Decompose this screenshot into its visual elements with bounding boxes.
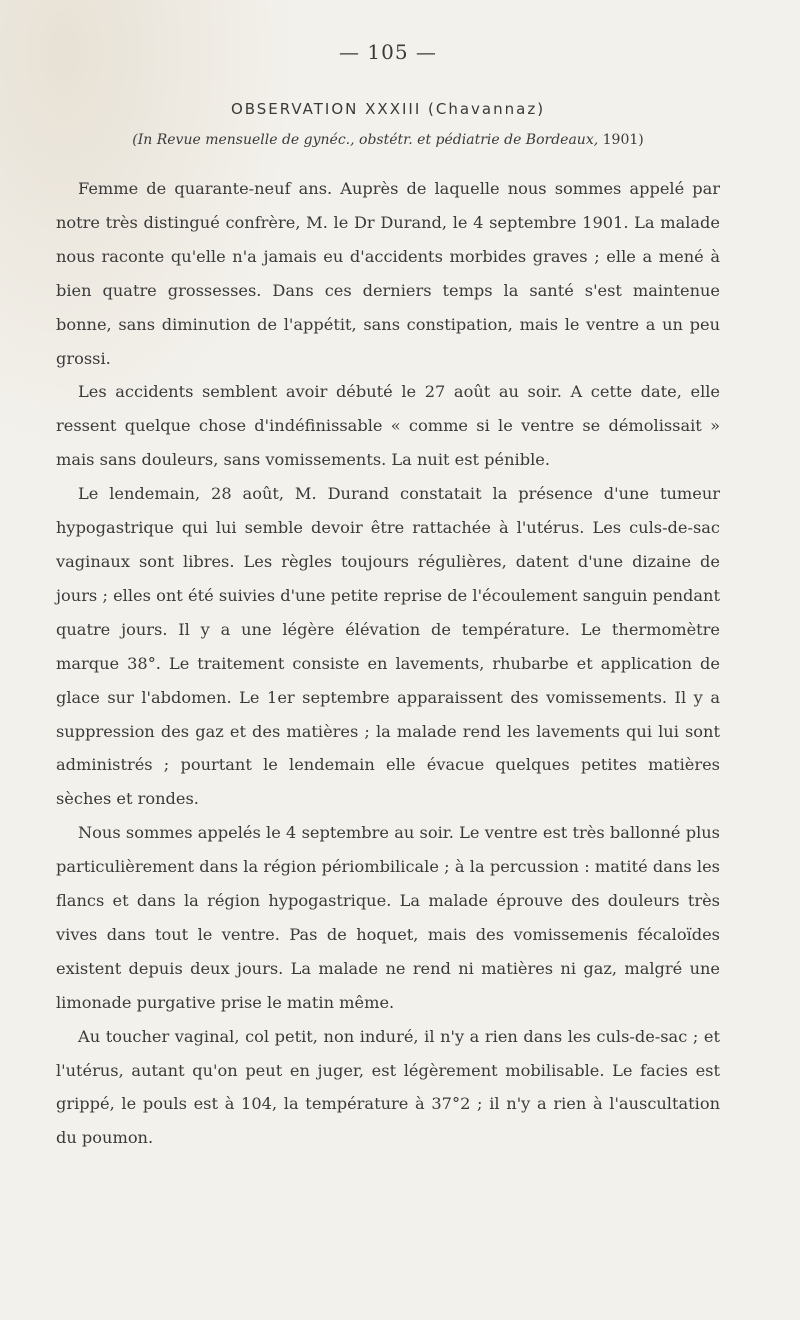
source-open-paren: ( [132,132,138,148]
page-number: — 105 — [339,40,437,64]
observation-title: OBSERVATION XXXIII (Chavannaz) [230,100,546,118]
paragraph: Le lendemain, 28 août, M. Durand constatait la présence d'une tumeur hypogastrique qui lui semble devoir être rattachée à l'utérus. Les culs-de-sac vaginaux sont libres. Les règles toujours régulières, datent d'une dizaine de jours ; elles ont été suivies d'une petite reprise de l'écoulement sanguin pendant quatre jours. Il y a une légère élévation de température. Le thermomètre marque 38°. Le traitement consiste en lavements, rhubarbe et application de glace sur l'abdomen. Le 1er septembre apparaissent des vomissements. Il y a suppression des gaz et des matières ; la malade rend les lavements qui lui sont administrés ; pourtant le lendemain elle évacue quelques petites matières sèches et rondes. [56,484,720,809]
source-journal: In Revue mensuelle de gynéc., obstétr. et pédiatrie de Bordeaux, [137,132,599,148]
paragraph: Femme de quarante-neuf ans. Auprès de laquelle nous sommes appelé par notre très distingué confrère, M. le Dr Durand, le 4 septembre 1901. La malade nous raconte qu'elle n'a jamais eu d'accidents morbides graves ; elle a mené à bien quatre grossesses. Dans ces derniers temps la santé s'est maintenue bonne, sans diminution de l'appétit, sans constipation, mais le ventre a un peu grossi. [56,179,720,368]
paragraph: Nous sommes appelés le 4 septembre au soir. Le ventre est très ballonné plus particulièrement dans la région périombilicale ; à la percussion : matité dans les flancs et dans la région hypogastrique. La malade éprouve des douleurs très vives dans tout le ventre. Pas de hoquet, mais des vomissemenis fécaloïdes existent depuis deux jours. La malade ne rend ni matières ni gaz, malgré une limonade purgative prise le matin même. [56,823,720,1012]
source-year: 1901) [598,132,644,148]
paragraph: Les accidents semblent avoir débuté le 27 août au soir. A cette date, elle ressent quelque chose d'indéfinissable « comme si le ventre se démolissait » mais sans douleurs, sans vomissements. La nuit est pénible. [56,382,720,470]
paragraph: Au toucher vaginal, col petit, non induré, il n'y a rien dans les culs-de-sac ; et l'utérus, autant qu'on peut en juger, est légèrement mobilisable. Le facies est grippé, le pouls est à 104, la température à 37°2 ; il n'y a rien à l'auscultation du poumon. [56,1026,720,1148]
document-page [56,0,720,1320]
observation-body [56,172,720,1155]
source-citation [56,132,720,148]
